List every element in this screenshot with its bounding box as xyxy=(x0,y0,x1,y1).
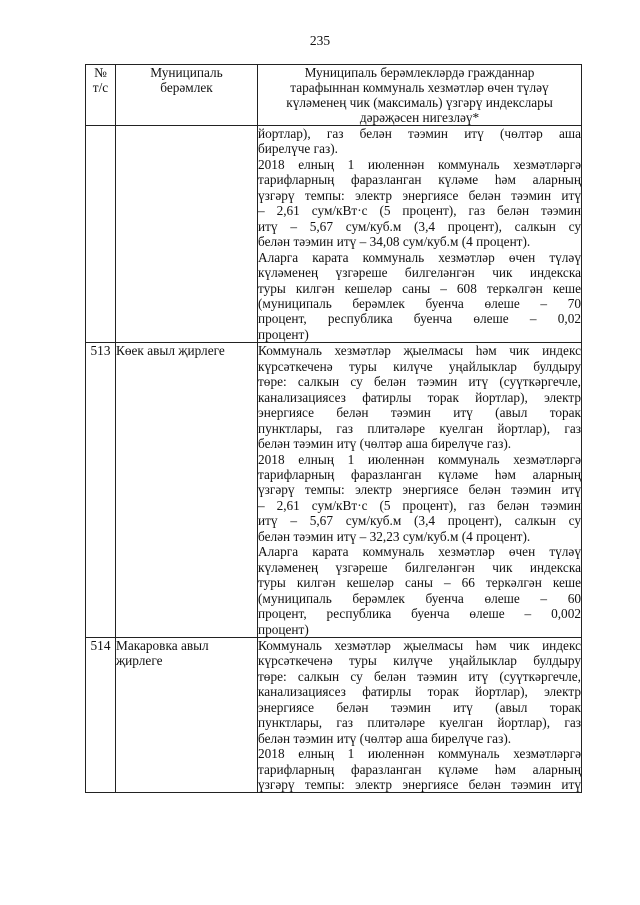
header-number-line: т/с xyxy=(92,80,109,95)
municipality-name-line: җирлеге xyxy=(116,653,163,669)
description-line: туры килгән кешеләр саны – 66 теркәлгән кеше xyxy=(258,575,581,591)
description-line: (муниципаль берәмлек буенча өлеше – 60 xyxy=(258,590,581,606)
row-number: 513 xyxy=(86,343,116,638)
table-header-row xyxy=(86,65,582,126)
header-description-line: тарафыннан коммуналь хезмәтләр өчен түләү xyxy=(290,80,549,95)
description-line: Аларга карата коммуналь хезмәтләр өчен түләү xyxy=(258,249,581,265)
description-line: пунктлары, газ плитәләре куелган йортлар), газ xyxy=(258,420,581,436)
tariff-table xyxy=(85,64,582,793)
header-description-line: Муниципаль берәмлекләрдә гражданнар xyxy=(304,65,535,80)
description-line: – 2,61 сум/кВт·с (5 процент), газ белән тәэмин xyxy=(258,497,581,513)
description-line: Аларга карата коммуналь хезмәтләр өчен түләү xyxy=(258,544,581,560)
municipality-name-line: Көек авыл җирлеге xyxy=(116,343,225,359)
description-line: йортлар), газ белән тәэмин итү (чөлтәр аша xyxy=(258,126,581,141)
description-line: үзгәрү темпы: электр энергиясе белән тәэмин итү xyxy=(258,187,581,203)
description-line: процент) xyxy=(258,621,309,637)
description-line: процент, республика буенча өлеше – 0,002 xyxy=(258,606,581,622)
description-line: туры килгән кешеләр саны – 608 теркәлгән кеше xyxy=(258,280,581,296)
description-line: төре: салкын су белән тәэмин итү (суүткәргечле, xyxy=(258,668,581,684)
description-cell xyxy=(258,126,582,343)
description-line: үзгәрү темпы: электр энергиясе белән тәэмин итү xyxy=(258,777,581,793)
header-municipality xyxy=(116,65,258,126)
description-line: тарифларның фаразланган күләме һәм аларның xyxy=(258,172,581,188)
header-description xyxy=(258,65,582,126)
description-line: күләменең үзгәреше билгеләнгән чик индекска xyxy=(258,265,581,281)
header-municipality-line: Муниципаль xyxy=(150,65,223,80)
description-line: (муниципаль берәмлек буенча өлеше – 70 xyxy=(258,295,581,311)
table-row xyxy=(86,126,582,343)
description-line: 2018 елның 1 июленнән коммуналь хезмәтләргә xyxy=(258,451,581,467)
description-line: процент, республика буенча өлеше – 0,02 xyxy=(258,311,581,327)
description-line: белән тәэмин итү – 32,23 сум/куб.м (4 процент). xyxy=(258,528,531,544)
header-number-line: № xyxy=(94,65,107,80)
description-line: күрсәткеченә туры килүче уңайлыклар булдыру xyxy=(258,653,581,669)
description-line: итү – 5,67 сум/куб.м (3,4 процент), салкын су xyxy=(258,218,581,234)
description-line: энергиясе белән тәэмин итү (авыл торак xyxy=(258,699,581,715)
description-line: бирелүче газ). xyxy=(258,141,338,157)
header-description-line: дәрәҗәсен нигезләү* xyxy=(359,110,480,125)
municipality-cell xyxy=(116,126,258,343)
description-line: күрсәткеченә туры килүче уңайлыклар булдыру xyxy=(258,358,581,374)
description-line: итү – 5,67 сум/куб.м (3,4 процент), салкын су xyxy=(258,513,581,529)
municipality-cell xyxy=(116,637,258,793)
description-line: төре: салкын су белән тәэмин итү (суүткәргечле, xyxy=(258,374,581,390)
description-line: канализациясез фатирлы торак йортлар), электр xyxy=(258,684,581,700)
header-municipality-line: берәмлек xyxy=(160,80,213,95)
description-line: пунктлары, газ плитәләре куелган йортлар), газ xyxy=(258,715,581,731)
description-line: тарифларның фаразланган күләме һәм аларның xyxy=(258,466,581,482)
page-number: 235 xyxy=(309,33,331,48)
description-cell xyxy=(258,343,582,638)
header-description-line: күләменең чик (максималь) үзгәрү индекслары xyxy=(286,95,553,110)
description-line: энергиясе белән тәэмин итү (авыл торак xyxy=(258,405,581,421)
description-line: күләменең үзгәреше билгеләнгән чик индекска xyxy=(258,559,581,575)
description-line: – 2,61 сум/кВт·с (5 процент), газ белән тәэмин xyxy=(258,203,581,219)
table-row xyxy=(86,343,582,638)
table-row xyxy=(86,637,582,793)
description-line: белән тәэмин итү (чөлтәр аша бирелүче газ). xyxy=(258,436,512,452)
description-line: 2018 елның 1 июленнән коммуналь хезмәтләргә xyxy=(258,156,581,172)
header-number xyxy=(86,65,116,126)
municipality-cell xyxy=(116,343,258,638)
description-line: канализациясез фатирлы торак йортлар), электр xyxy=(258,389,581,405)
description-line: Коммуналь хезмәтләр җыелмасы һәм чик индекс xyxy=(258,637,581,653)
description-line: процент) xyxy=(258,326,309,342)
description-line: белән тәэмин итү – 34,08 сум/куб.м (4 процент). xyxy=(258,234,531,250)
description-line: белән тәэмин итү (чөлтәр аша бирелүче газ). xyxy=(258,730,512,746)
row-number: 514 xyxy=(86,637,116,793)
municipality-name-line: Макаровка авыл xyxy=(116,637,209,653)
description-line: Коммуналь хезмәтләр җыелмасы һәм чик индекс xyxy=(258,343,581,359)
row-number xyxy=(86,126,116,343)
description-cell xyxy=(258,637,582,793)
description-line: тарифларның фаразланган күләме һәм аларның xyxy=(258,761,581,777)
description-line: 2018 елның 1 июленнән коммуналь хезмәтләргә xyxy=(258,746,581,762)
description-line: үзгәрү темпы: электр энергиясе белән тәэмин итү xyxy=(258,482,581,498)
